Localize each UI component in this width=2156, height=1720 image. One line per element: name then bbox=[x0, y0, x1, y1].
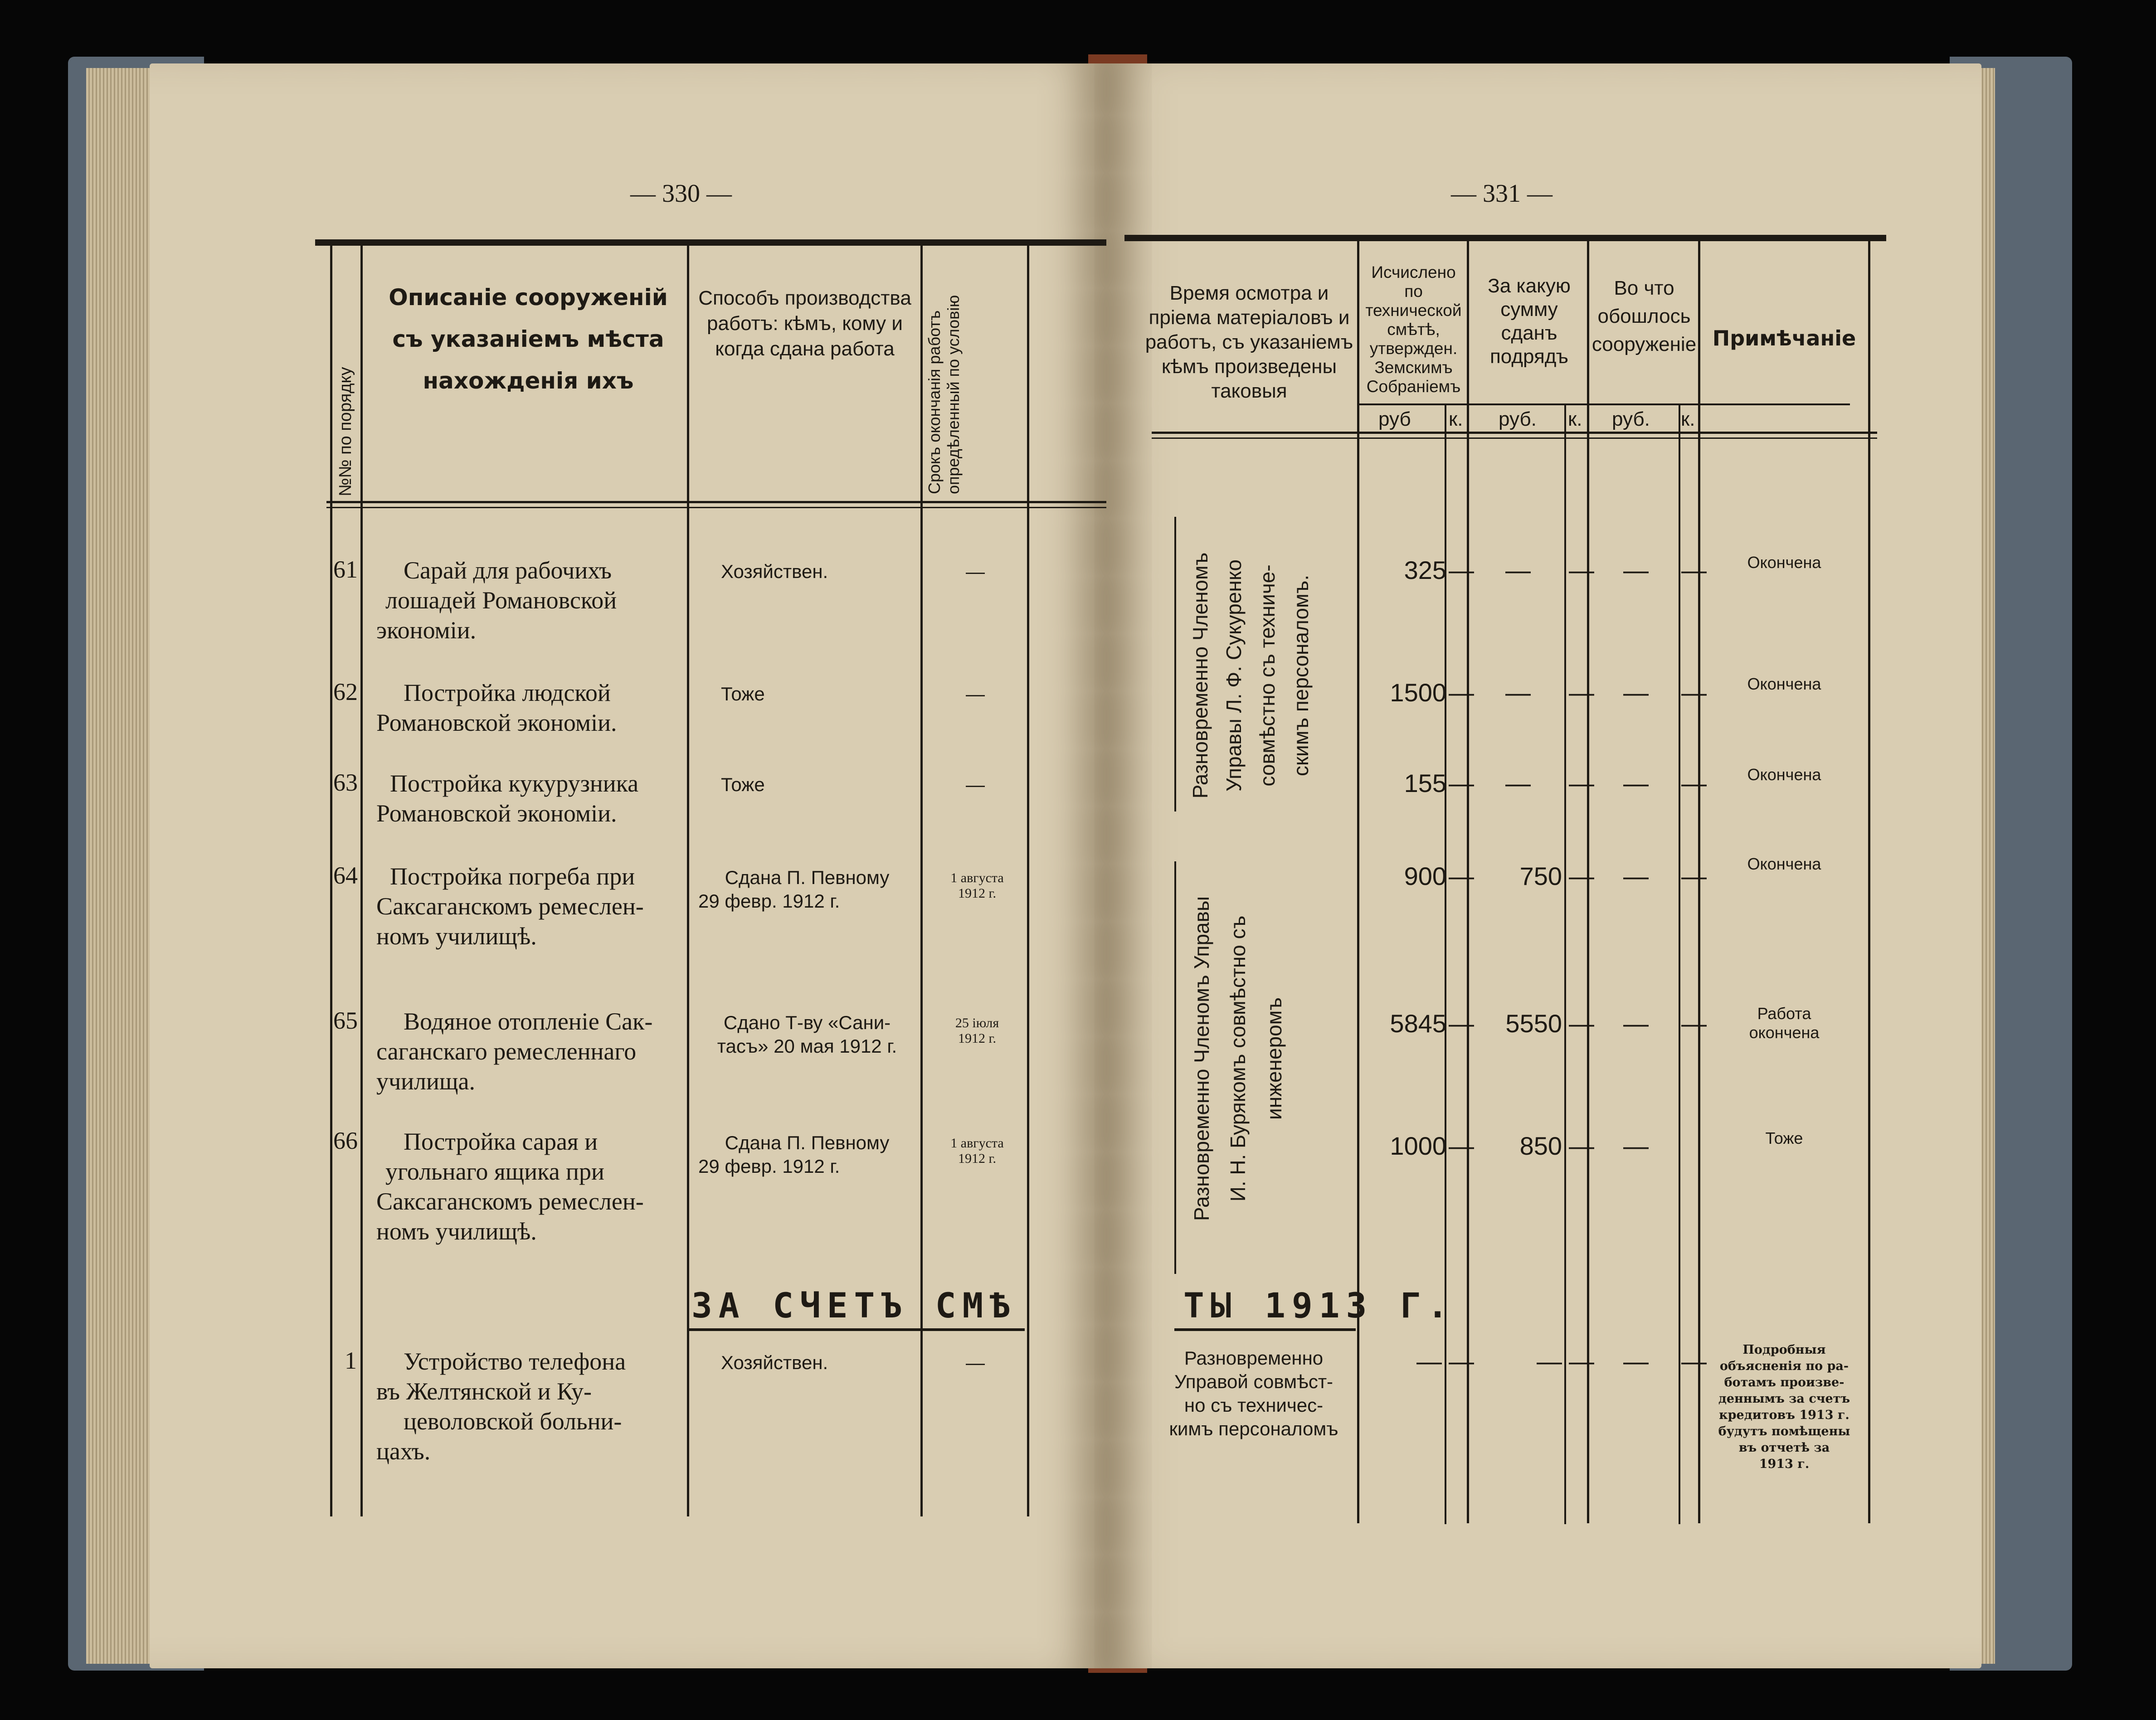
remark: Окончена bbox=[1747, 553, 1821, 572]
header-cost: Во что обошлось сооруженіе bbox=[1591, 277, 1697, 355]
contract-kop: — bbox=[1569, 769, 1594, 797]
table-top-rule bbox=[1124, 235, 1886, 241]
estimate-rub: — bbox=[1416, 1347, 1442, 1375]
contract-kop: — bbox=[1569, 1009, 1594, 1038]
row-number: 1 bbox=[345, 1347, 357, 1374]
cost-rub: — bbox=[1623, 1347, 1649, 1375]
row-method: Тоже bbox=[721, 774, 765, 795]
row-method: Сдано Т-ву «Сани- тасъ» 20 мая 1912 г. bbox=[717, 1012, 897, 1057]
estimate-rub: 1000 bbox=[1390, 1132, 1446, 1160]
cost-rub: — bbox=[1623, 769, 1649, 797]
contract-kop: — bbox=[1569, 1347, 1594, 1375]
estimate-kop: — bbox=[1449, 862, 1474, 890]
row-deadline: — bbox=[966, 683, 985, 705]
estimate-rub: 900 bbox=[1404, 862, 1446, 890]
estimate-kop: — bbox=[1449, 1132, 1474, 1160]
col-rule-1 bbox=[1357, 240, 1359, 1523]
contract-kop: — bbox=[1569, 556, 1594, 584]
banner-rule bbox=[689, 1328, 1025, 1331]
row-method: Сдана П. Певному 29 февр. 1912 г. bbox=[698, 867, 890, 912]
row-deadline: — bbox=[966, 774, 985, 795]
cost-kop: — bbox=[1681, 1009, 1707, 1038]
col-rule-5 bbox=[1868, 240, 1870, 1523]
header-remark: Примѣчаніе bbox=[1712, 326, 1856, 350]
section-banner: ТЫ 1913 Г. bbox=[1183, 1285, 1455, 1326]
row-method: Сдана П. Певному 29 февр. 1912 г. bbox=[698, 1132, 890, 1177]
estimate-kop: — bbox=[1449, 678, 1474, 707]
estimate-rub: 1500 bbox=[1390, 678, 1446, 707]
inspection-group-2: Разновременно Членомъ Управы И. Н. Бурякомъ совмѣстно съ инженеромъ bbox=[1190, 896, 1286, 1221]
cost-rub: — bbox=[1623, 862, 1649, 890]
inspection-group-1: Разновременно Членомъ Управы Л. Ф. Сукуренко совмѣстно съ техниче- скимъ персоналомъ. bbox=[1188, 552, 1313, 799]
cost-kop: — bbox=[1681, 556, 1707, 584]
contract-rub: 750 bbox=[1519, 862, 1562, 890]
cost-kop: — bbox=[1681, 862, 1707, 890]
row-description: Постройка погреба при Саксаганскомъ ремеслен- номъ училищѣ. bbox=[376, 863, 644, 950]
estimate-rub: 5845 bbox=[1390, 1009, 1446, 1038]
header-rub: руб. bbox=[1499, 408, 1537, 430]
group-bracket-2 bbox=[1174, 861, 1176, 1274]
header-estimate: Исчислено по техничеcкой смѣтѣ, утвержден. Земскимъ Собраніемъ bbox=[1365, 263, 1462, 396]
row-description: Устройство телефона въ Желтянской и Ку- цеволовской больни- цахъ. bbox=[376, 1348, 626, 1465]
row-deadline: — bbox=[966, 561, 985, 582]
row-number: 61 bbox=[333, 556, 358, 583]
estimate-kop: — bbox=[1449, 1347, 1474, 1375]
row-number: 64 bbox=[333, 862, 358, 889]
subheader-rule bbox=[1358, 403, 1850, 405]
contract-rub: 850 bbox=[1519, 1132, 1562, 1160]
header-description: Описаніе сооруженій съ указаніемъ мѣста нахожденія ихъ bbox=[389, 284, 668, 394]
estimate-rub: 325 bbox=[1404, 556, 1446, 584]
page-number: — 330 — bbox=[630, 180, 732, 208]
header-bottom-rule-2 bbox=[1152, 437, 1877, 439]
header-rub: руб bbox=[1378, 408, 1411, 430]
header-inspection-time: Время осмотра и пріема матеріаловъ и работъ, съ указаніемъ кѣмъ произведены таковыя bbox=[1145, 282, 1353, 402]
cost-kop: — bbox=[1681, 769, 1707, 797]
row-description: Постройка кукурузника Романовской экономіи. bbox=[376, 770, 639, 827]
row-number: 66 bbox=[333, 1127, 358, 1154]
contract-rub: — bbox=[1505, 678, 1531, 707]
header-number: №№ по порядку bbox=[336, 367, 355, 496]
remark: Окончена bbox=[1747, 765, 1821, 784]
contract-kop: — bbox=[1569, 1132, 1594, 1160]
page-number: — 331 — bbox=[1451, 180, 1553, 208]
header-deadline: Срокъ окончанія работъ опредѣленный по условію bbox=[925, 295, 963, 494]
row-deadline: — bbox=[966, 1352, 985, 1373]
cost-rub: — bbox=[1623, 1132, 1649, 1160]
header-method: Способъ производства работъ: кѣмъ, кому и когда сдана работа bbox=[698, 287, 911, 360]
row-number: 63 bbox=[333, 769, 358, 796]
col-rule-4 bbox=[1027, 243, 1029, 1516]
cost-rub: — bbox=[1623, 1009, 1649, 1038]
row-method: Тоже bbox=[721, 683, 765, 705]
col-rule-2k bbox=[1564, 404, 1566, 1524]
row-description: Постройка сарая и угольнаго ящика при Саксаганскомъ ремеслен- номъ училищѣ. bbox=[376, 1128, 644, 1245]
last-row-remark: Подробныя объясненія по ра- ботамъ произве- деннымъ за счетъ кредитовъ 1913 г. будутъ помѣщены въ отчетѣ за 1913 г. bbox=[1718, 1343, 1850, 1471]
row-description: Постройка людской Романовской экономіи. bbox=[376, 679, 617, 736]
group-bracket-1 bbox=[1174, 517, 1176, 811]
header-rub: руб. bbox=[1612, 408, 1650, 430]
contract-rub: — bbox=[1505, 769, 1531, 797]
contract-rub: — bbox=[1537, 1347, 1562, 1375]
section-banner: ЗА СЧЕТЪ СМѢ bbox=[691, 1285, 1017, 1326]
contract-rub: — bbox=[1505, 556, 1531, 584]
header-kop: к. bbox=[1568, 408, 1582, 430]
table-top-rule bbox=[315, 239, 1202, 246]
left-page bbox=[150, 63, 1106, 1668]
col-rule-0 bbox=[330, 243, 332, 1516]
cost-kop: — bbox=[1681, 1347, 1707, 1375]
banner-rule bbox=[1174, 1328, 1356, 1331]
estimate-kop: — bbox=[1449, 769, 1474, 797]
row-description: Сарай для рабочихъ лошадей Романовской экономіи. bbox=[376, 557, 617, 644]
estimate-rub: 155 bbox=[1404, 769, 1446, 797]
row-deadline: 25 іюля 1912 г. bbox=[955, 1015, 999, 1046]
row-method: Хозяйствен. bbox=[721, 561, 828, 582]
row-deadline: 1 августа 1912 г. bbox=[950, 870, 1004, 901]
contract-kop: — bbox=[1569, 678, 1594, 707]
row-number: 65 bbox=[333, 1007, 358, 1034]
row-method: Хозяйствен. bbox=[721, 1352, 828, 1373]
header-bottom-rule bbox=[326, 501, 1190, 503]
estimate-kop: — bbox=[1449, 556, 1474, 584]
cost-rub: — bbox=[1623, 556, 1649, 584]
header-bottom-rule-2 bbox=[326, 507, 1190, 508]
row-number: 62 bbox=[333, 678, 358, 705]
cost-kop: — bbox=[1681, 678, 1707, 707]
col-rule-1 bbox=[360, 243, 363, 1516]
estimate-kop: — bbox=[1449, 1009, 1474, 1038]
contract-kop: — bbox=[1569, 862, 1594, 890]
header-contract: За какую сумму сданъ подрядъ bbox=[1488, 275, 1571, 368]
header-kop: к. bbox=[1449, 408, 1463, 430]
last-row-inspection: Разновременно Управой совмѣст- но съ техничес- кимъ персоналомъ bbox=[1169, 1347, 1338, 1439]
remark: Окончена bbox=[1747, 675, 1821, 693]
remark: Тоже bbox=[1765, 1129, 1803, 1147]
right-page bbox=[1106, 63, 1981, 1668]
remark: Работа окончена bbox=[1749, 1004, 1820, 1042]
row-description: Водяное отопленіе Сак- саганскаго ремесленнаго училища. bbox=[376, 1008, 653, 1095]
cost-rub: — bbox=[1623, 678, 1649, 707]
header-kop: к. bbox=[1681, 408, 1695, 430]
contract-rub: 5550 bbox=[1505, 1009, 1562, 1038]
col-rule-3k bbox=[1679, 404, 1680, 1524]
row-deadline: 1 августа 1912 г. bbox=[950, 1136, 1004, 1166]
remark: Окончена bbox=[1747, 855, 1821, 873]
